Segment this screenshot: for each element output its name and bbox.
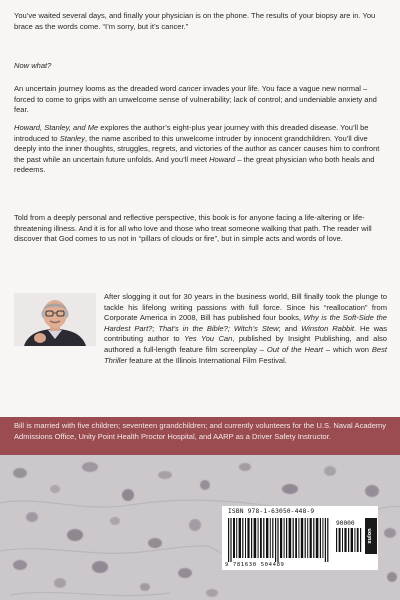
now-what-paragraph <box>14 61 386 72</box>
book-summary-paragraph <box>14 123 386 176</box>
family-note-band <box>0 417 400 455</box>
bio-books-italic: Why is the Soft-Side the Hardest Part?; That’s in the Bible?; Witch’s Stew <box>104 313 387 333</box>
cover-texture-panel <box>0 455 400 600</box>
summary-text-1: explores the author’s eight-plus year journey with this dreaded disease. You’ll be introduced to <box>14 123 369 143</box>
author-portrait-icon <box>14 293 96 346</box>
svg-text:xulon: xulon <box>367 528 373 544</box>
summary-text-2: , the name ascribed to this unwelcome intruder by innocent grandchildren. You’ll dive deeply into the inner thoughts, struggles, regrets, and victories of the author as cancer causes him to confront the past while an uncertain future unfolds. And you’ll meet <box>14 133 380 164</box>
bio-text-5: – which won <box>322 344 372 354</box>
bio-text-3: . He was contributing author to <box>104 323 387 344</box>
isbn-label: ISBN 978-1-63050-448-9 <box>228 508 315 515</box>
audience-text: Told from a deeply personal and reflective perspective, this book is for anyone facing a life-altering or life-threatening illness. And it is for all who love and those who treat someone walking that path. The reader will discover that God comes to us not in “pillars of clouds or fire”, but in simple acts and words of love. <box>14 213 372 244</box>
journey-emphasis: cancer <box>178 84 202 93</box>
now-what-text: Now what? <box>14 61 52 70</box>
bio-text-2: ; and <box>278 323 302 333</box>
bio-award-italic: Best Thriller <box>104 344 387 365</box>
journey-paragraph <box>14 84 386 116</box>
barcode-digits: 9 781630 504489 <box>225 562 285 568</box>
intro-paragraph <box>14 11 386 32</box>
bio-book3-italic: Yes You Can <box>184 334 233 344</box>
journey-text-end: invades your life. You face a vague new normal – forced to come to grips with an unwelcome sense of vulnerability; lack of control; and undeniable anxiety and fear. <box>14 84 377 115</box>
bio-book4-italic: Out of the Heart <box>266 344 323 354</box>
publisher-logo-icon <box>365 518 377 554</box>
book-title-italic: Howard, Stanley, and Me <box>14 123 99 132</box>
intro-text: You’ve waited several days, and finally your physician is on the phone. The results of your biopsy are in. You brace as the words come. “I’m sorry, but it’s cancer.” <box>14 11 376 31</box>
journey-text-start: An uncertain journey looms as the dreaded word <box>14 84 179 93</box>
isbn-barcode-box <box>222 506 378 570</box>
family-note-text: Bill is married with five children; seventeen grandchildren; and currently volunteers for the U.S. Naval Academy Admissions Office, Unity Point Health Proctor Hospital, and AARP as a Driver Safety Instructor. <box>14 421 386 441</box>
bio-text-6: feature at the Illinois International Film Festival. <box>127 355 287 365</box>
author-photo <box>14 293 96 346</box>
price-barcode-icon <box>336 528 362 552</box>
bio-book2-italic: Winston Rabbit <box>301 323 355 333</box>
barcode-icon <box>228 518 332 562</box>
summary-text-3: – the great physician who both heals and redeems. <box>14 154 375 175</box>
audience-paragraph <box>14 213 386 245</box>
howard-italic: Howard <box>209 154 236 164</box>
price-code: 90000 <box>336 520 355 527</box>
stanley-italic: Stanley <box>59 133 85 143</box>
bio-text-4: , published by Insight Publishing, and also authored a full-length feature film screenplay – <box>104 334 387 354</box>
bio-text-1: After slogging it out for 30 years in the business world, Bill finally took the plunge to tackle his lifelong writing passions with full force. Since his “reallocation” from Corporate America in 2008, Bill has published four books, <box>104 292 387 323</box>
author-bio-paragraph <box>104 292 387 366</box>
